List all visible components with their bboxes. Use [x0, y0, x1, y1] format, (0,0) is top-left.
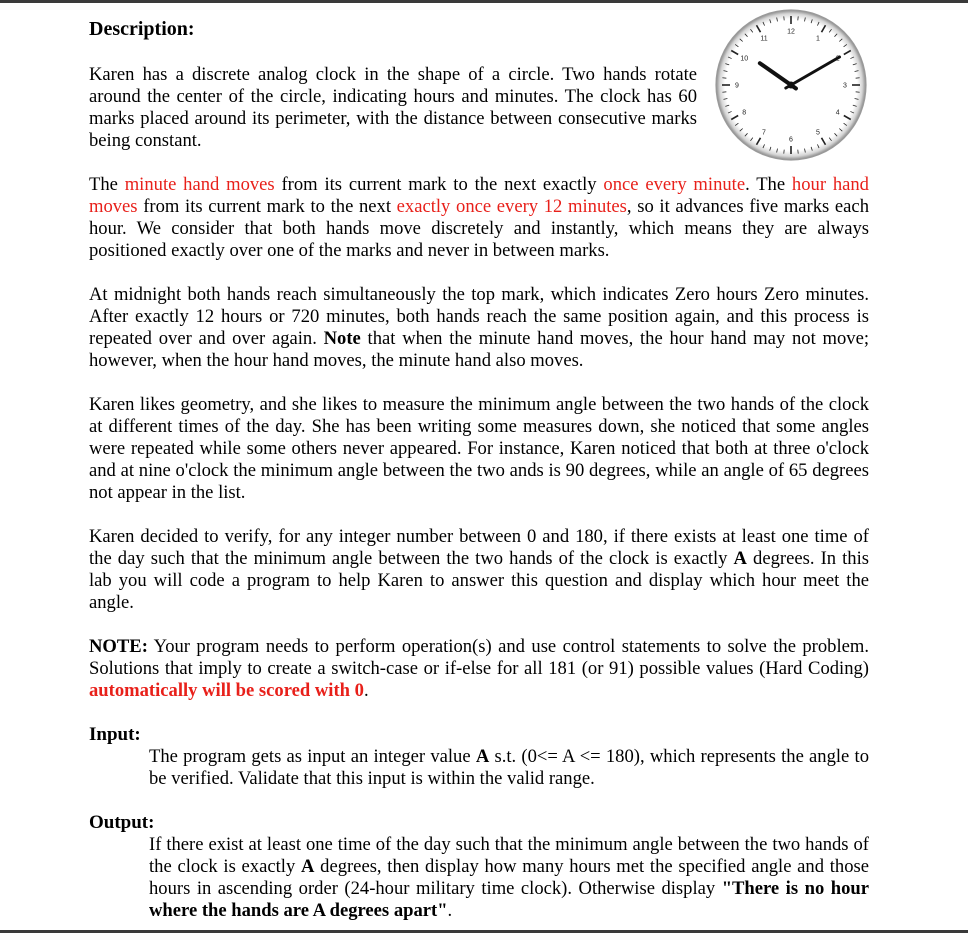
- highlight-minute-hand: minute hand moves: [124, 174, 275, 195]
- paragraph-note: NOTE: Your program needs to perform operation(s) and use control statements to solve the problem. Solutions that imply to create a switch-case or if-else for all 181 (or 91) possible values (Hard Coding) automatically will be scored with 0.: [89, 636, 869, 701]
- clock-number: 5: [816, 129, 820, 137]
- clock-number: 7: [762, 129, 766, 137]
- output-section: [89, 812, 869, 922]
- zero-score-warning: automatically will be scored with 0: [89, 680, 364, 701]
- note-label: NOTE:: [89, 636, 148, 657]
- clock-number: 11: [760, 35, 768, 43]
- clock-number: 8: [742, 109, 747, 117]
- highlight-every-12-minutes: exactly once every 12 minutes: [396, 196, 627, 217]
- input-heading: Input:: [89, 724, 141, 745]
- paragraph-geometry: Karen likes geometry, and she likes to measure the minimum angle between the two hands of the clock at different times of the day. She has been writing some measures down, she noticed that some angles were repeated while some others never appeared. For instance, Karen noticed that both at three o'clock and at nine o'clock the minimum angle between the two ands is 90 degrees, while an angle of 65 degrees not appear in the list.: [89, 394, 869, 503]
- input-section: [89, 724, 869, 790]
- clock-number: 9: [735, 82, 739, 90]
- input-description: The program gets as input an integer value A s.t. (0<= A <= 180), which represents the angle to be verified. Validate that this input is within the valid range.: [149, 746, 870, 789]
- clock-number: 4: [835, 109, 840, 117]
- clock-center: [788, 82, 795, 89]
- clock-number: 3: [843, 82, 847, 90]
- highlight-hour-hand: hour hand moves: [89, 174, 869, 217]
- paragraph-task: Karen decided to verify, for any integer number between 0 and 180, if there exists at least one time of the day such that the minimum angle between the two hands of the clock is exactly A degrees. In this lab you will code a program to help Karen to answer this question and display which hour meet the angle.: [89, 526, 869, 613]
- output-description: If there exist at least one time of the day such that the minimum angle between the two hands of the clock is exactly A degrees, then display how many hours met the specified angle and those hours in ascending order (24-hour military time clock). Otherwise display "There is no hour where the hands are A degrees apart".: [149, 834, 869, 921]
- highlight-once-every-minute: once every minute: [603, 174, 746, 195]
- clock-number: 1: [816, 35, 820, 43]
- top-border: [0, 0, 968, 3]
- clock-icon: [714, 8, 868, 162]
- no-hour-message: "There is no hour where the hands are A degrees apart": [149, 878, 869, 921]
- note-word: Note: [323, 328, 361, 349]
- paragraph-midnight: At midnight both hands reach simultaneously the top mark, which indicates Zero hours Zero minutes. After exactly 12 hours or 720 minutes, both hands reach the same position again, and this process is repeated over and over again. Note that when the minute hand moves, the hour hand may not move; however, when the hour hand moves, the minute hand also moves.: [89, 284, 869, 371]
- clock-number: 10: [740, 55, 749, 63]
- paragraph-hand-movement: The minute hand moves from its current mark to the next exactly once every minute. The hour hand moves from its current mark to the next exactly once every 12 minutes, so it advances five marks each hour. We consider that both hands move discretely and instantly, which means they are always positioned exactly over one of the marks and never in between marks.: [89, 174, 869, 261]
- description-heading: Description:: [89, 18, 195, 40]
- clock-number: 6: [789, 136, 793, 144]
- output-heading: Output:: [89, 812, 155, 833]
- paragraph-clock-intro: Karen has a discrete analog clock in the shape of a circle. Two hands rotate around the center of the circle, indicating hours and minutes. The clock has 60 marks placed around its perimeter, with the distance between consecutive marks being constant.: [89, 64, 697, 151]
- clock-number: 12: [787, 28, 795, 36]
